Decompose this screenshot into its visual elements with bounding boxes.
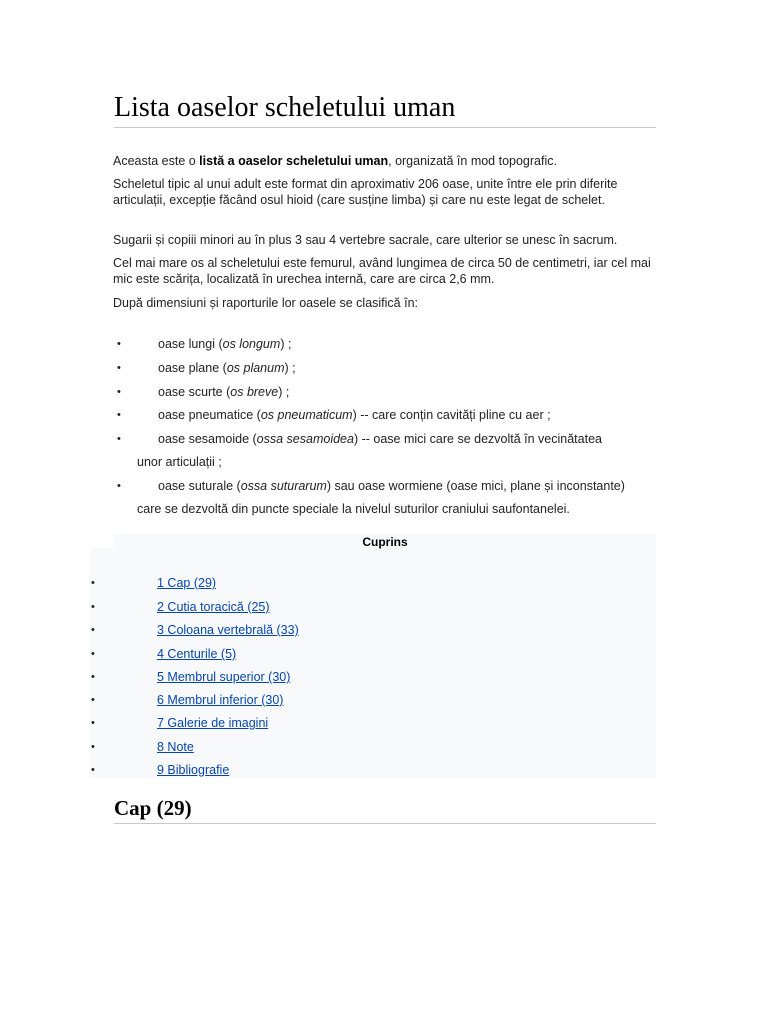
item-text: oase sesamoide ( (158, 432, 257, 446)
bullet: • (117, 433, 121, 445)
item-text-after: ) sau oase wormiene (oase mici, plane și inconstante) (326, 479, 625, 493)
bullet: • (117, 409, 121, 421)
toc-link-cutia-toracica[interactable]: 2 Cutia toracică (25) (157, 600, 270, 614)
bullet: • (91, 624, 95, 636)
toc-link-centurile[interactable]: 4 Centurile (5) (157, 647, 237, 661)
list-item-text (158, 360, 296, 376)
intro-paragraph-2: Scheletul tipic al unui adult este format din aproximativ 206 oase, unite între ele prin diferite articulații, excepție făcând osul hioid (care susține limba) și care nu este legat de schelet. (113, 177, 618, 207)
toc-link-bibliografie[interactable]: 9 Bibliografie (157, 763, 230, 777)
list-item-text (158, 336, 291, 352)
bullet: • (91, 717, 95, 729)
bullet: • (91, 577, 95, 589)
item-text: oase scurte ( (158, 385, 231, 399)
intro-text-bold: listă a oaselor scheletului uman (199, 154, 389, 168)
list-item-text (158, 478, 625, 494)
item-latin-name: os planum (226, 361, 285, 375)
item-text-after: ) -- oase mici care se dezvoltă în vecinătatea (353, 432, 602, 446)
item-text-after: ) ; (280, 337, 292, 351)
section-heading-cap: Cap (29) (114, 796, 656, 824)
item-text: oase lungi ( (158, 337, 223, 351)
item-text-after: ) ; (278, 385, 290, 399)
item-latin-name: ossa suturarum (240, 479, 327, 493)
item-latin-name: os pneumaticum (260, 408, 353, 422)
intro-text-before: Aceasta este o (113, 154, 200, 168)
intro-paragraph-5: După dimensiuni și raporturile lor oasele se clasifică în: (113, 296, 419, 310)
intro-text-after: , organizată în mod topografic. (388, 154, 557, 168)
item-text: oase suturale ( (158, 479, 241, 493)
item-text: oase plane ( (158, 361, 227, 375)
toc-link-cap[interactable]: 1 Cap (29) (157, 576, 217, 590)
bullet: • (117, 362, 121, 374)
toc-title: Cuprins (362, 535, 408, 549)
bullet: • (91, 764, 95, 776)
intro-paragraph-1 (113, 153, 658, 169)
list-item-continuation: unor articulații ; (137, 455, 222, 469)
intro-paragraph-4: Cel mai mare os al scheletului este femurul, având lungimea de circa 50 de centimetri, iar cel mai mic este scărița, localizată în urechea internă, care are circa 2,6 mm. (113, 256, 651, 286)
bullet: • (91, 741, 95, 753)
bullet: • (91, 601, 95, 613)
bullet: • (117, 480, 121, 492)
list-item-text (158, 431, 602, 447)
item-text-after: ) ; (284, 361, 296, 375)
item-latin-name: ossa sesamoidea (256, 432, 354, 446)
bullet: • (91, 671, 95, 683)
toc-link-membrul-superior[interactable]: 5 Membrul superior (30) (157, 670, 291, 684)
page-title: Lista oaselor scheletului uman (114, 92, 656, 128)
bullet: • (91, 648, 95, 660)
list-item-text (158, 407, 551, 423)
item-text: oase pneumatice ( (158, 408, 261, 422)
bullet: • (117, 338, 121, 350)
item-latin-name: os breve (230, 385, 279, 399)
bullet: • (117, 386, 121, 398)
toc-link-coloana-vertebrala[interactable]: 3 Coloana vertebrală (33) (157, 623, 299, 637)
bullet: • (91, 694, 95, 706)
item-text-after: ) -- care conțin cavități pline cu aer ; (352, 408, 551, 422)
item-latin-name: os longum (222, 337, 281, 351)
toc-link-galerie-de-imagini[interactable]: 7 Galerie de imagini (157, 716, 269, 730)
intro-paragraph-3: Sugarii și copiii minori au în plus 3 sau 4 vertebre sacrale, care ulterior se unesc în sacrum. (113, 233, 618, 247)
toc-link-membrul-inferior[interactable]: 6 Membrul inferior (30) (157, 693, 284, 707)
list-item-continuation: care se dezvoltă din puncte speciale la nivelul suturilor craniului saufontanelei. (137, 502, 570, 516)
toc-link-note[interactable]: 8 Note (157, 740, 194, 754)
list-item-text (158, 384, 289, 400)
